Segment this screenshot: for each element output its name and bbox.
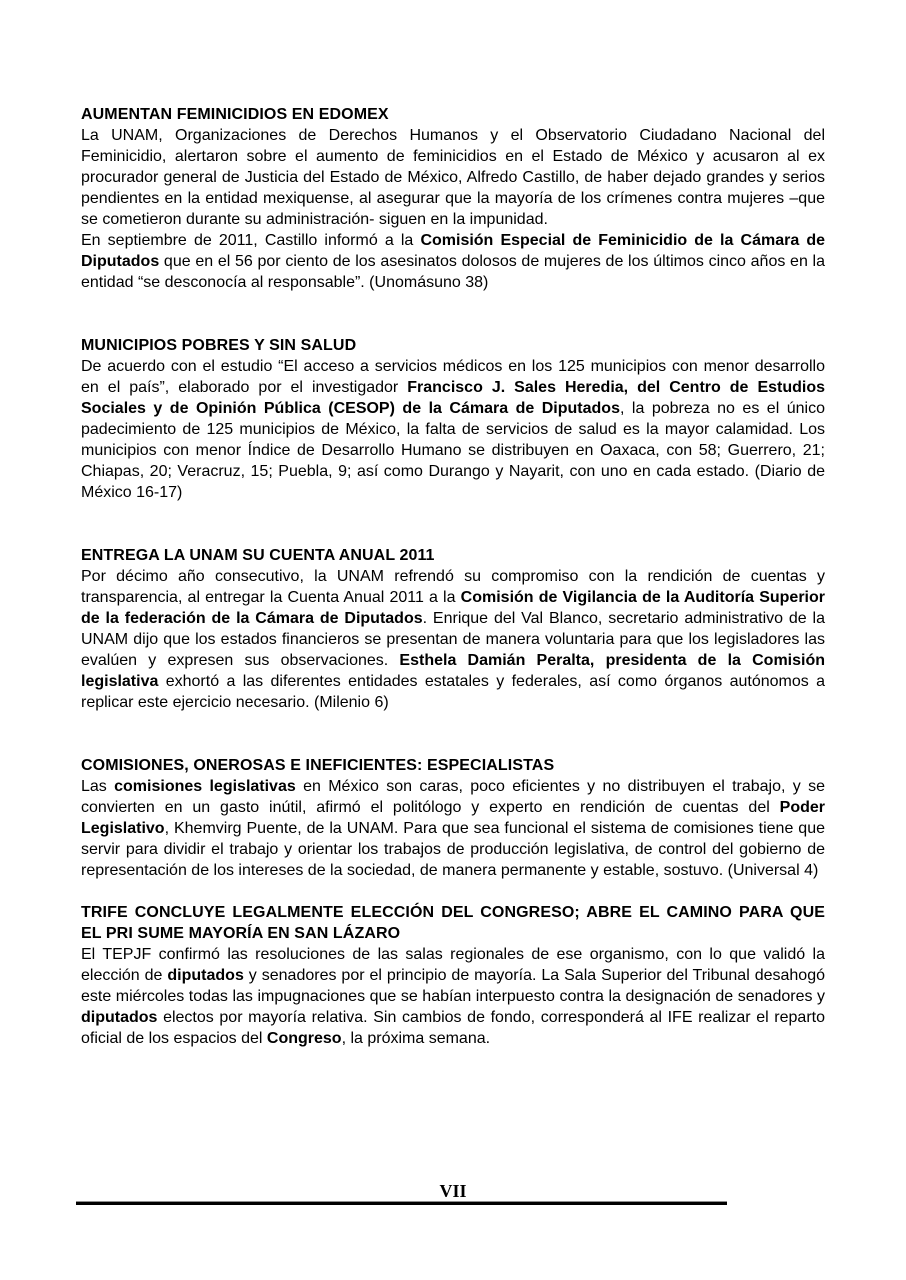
bold-text-run: diputados — [81, 1009, 158, 1026]
text-run: En septiembre de 2011, Castillo informó a la — [81, 232, 421, 249]
paragraph — [81, 125, 825, 230]
document-body — [81, 104, 825, 1049]
bold-text-run: diputados — [167, 967, 244, 984]
paragraph — [81, 776, 825, 881]
news-section — [81, 104, 825, 293]
page-number: VII — [439, 1181, 467, 1201]
news-section — [81, 545, 825, 713]
text-run: De acuerdo con el estudio “El acceso a servicios médicos en los 125 municipios con menor desarrollo en el país”, elaborado por el investigador — [81, 358, 825, 396]
paragraph — [81, 230, 825, 293]
bold-text-run: Comisión de Vigilancia de la Auditoría Superior de la federación de la Cámara de Diputados — [81, 589, 825, 627]
text-run: y senadores por el principio de mayoría. La Sala Superior del Tribunal desahogó este miércoles todas las impugnaciones que se habían interpuesto contra la designación de senadores y — [81, 967, 825, 1005]
text-run: en México son caras, poco eficientes y no distribuyen el trabajo, y se convierten en un gasto inútil, afirmó el politólogo y experto en rendición de cuentas del — [81, 778, 826, 816]
text-run: exhortó a las diferentes entidades estatales y federales, así como órganos autónomos a replicar este ejercicio necesario. (Milenio 6) — [81, 673, 825, 711]
text-run: El TEPJF confirmó las resoluciones de las salas regionales de ese organismo, con lo que validó la elección de — [81, 946, 825, 984]
section-title: TRIFE CONCLUYE LEGALMENTE ELECCIÓN DEL CONGRESO; ABRE EL CAMINO PARA QUE EL PRI SUME MAYORÍA EN SAN LÁZARO — [81, 904, 825, 942]
bold-text-run: Congreso — [266, 1030, 342, 1047]
text-run: Las — [81, 778, 115, 795]
section-title: COMISIONES, ONEROSAS E INEFICIENTES: ESPECIALISTAS — [81, 757, 555, 774]
news-section — [81, 755, 825, 881]
paragraph — [81, 566, 825, 713]
text-run: , la próxima semana. — [341, 1030, 491, 1047]
text-run: , la pobreza no es el único padecimiento de 125 municipios de México, la falta de servicios de salud es la mayor calamidad. Los municipios con menor Índice de Desarrollo Humano se distribuyen en Oaxaca, con 58; Guerrero, 21; Chiapas, 20; Veracruz, 15; Puebla, 9; así como Durango y Nayarit, con uno en cada estado. (Diario de México 16-17) — [81, 400, 825, 501]
news-section — [81, 335, 825, 503]
bold-text-run: comisiones legislativas — [114, 778, 296, 795]
text-run: Por décimo año consecutivo, la UNAM refrendó su compromiso con la rendición de cuentas y transparencia, al entregar la Cuenta Anual 2011 a la — [81, 568, 825, 606]
paragraph — [81, 356, 825, 503]
bold-text-run: Comisión Especial de Feminicidio de la Cámara de Diputados — [81, 232, 826, 270]
news-section — [81, 902, 825, 1049]
footer-rule — [76, 1201, 727, 1205]
section-title: AUMENTAN FEMINICIDIOS EN EDOMEX — [81, 106, 389, 123]
text-run: La UNAM, Organizaciones de Derechos Humanos y el Observatorio Ciudadano Nacional del Feminicidio, alertaron sobre el aumento de feminicidios en el Estado de México y acusaron al ex procurador general de Justicia del Estado de México, Alfredo Castillo, de haber dejado grandes y serios pendientes en la entidad mexiquense, al asegurar que la mayoría de los crímenes contra mujeres –que se cometieron durante su administración- siguen en la impunidad. — [81, 127, 825, 228]
paragraph — [81, 944, 825, 1049]
bold-text-run: Poder Legislativo — [81, 799, 825, 837]
bold-text-run: Francisco J. Sales Heredia, del Centro de Estudios Sociales y de Opinión Pública (CESOP) de la Cámara de Diputados — [81, 379, 826, 417]
section-title: MUNICIPIOS POBRES Y SIN SALUD — [81, 337, 357, 354]
section-title: ENTREGA LA UNAM SU CUENTA ANUAL 2011 — [81, 547, 435, 564]
text-run: . Enrique del Val Blanco, secretario administrativo de la UNAM dijo que los estados financieros se presentan de manera voluntaria para que los legisladores las evalúen y expresen sus observaciones. — [81, 610, 825, 669]
text-run: , Khemvirg Puente, de la UNAM. Para que sea funcional el sistema de comisiones tiene que servir para dividir el trabajo y orientar los trabajos de producción legislativa, de control del gobierno de representación de los intereses de la sociedad, de manera permanente y estable, sostuvo. (Universal 4) — [81, 820, 825, 879]
text-run: electos por mayoría relativa. Sin cambios de fondo, corresponderá al IFE realizar el reparto oficial de los espacios del — [81, 1009, 825, 1047]
text-run: que en el 56 por ciento de los asesinatos dolosos de mujeres de los últimos cinco años en la entidad “se desconocía al responsable”. (Unomásuno 38) — [81, 253, 825, 291]
bold-text-run: Esthela Damián Peralta, presidenta de la Comisión legislativa — [81, 652, 826, 690]
